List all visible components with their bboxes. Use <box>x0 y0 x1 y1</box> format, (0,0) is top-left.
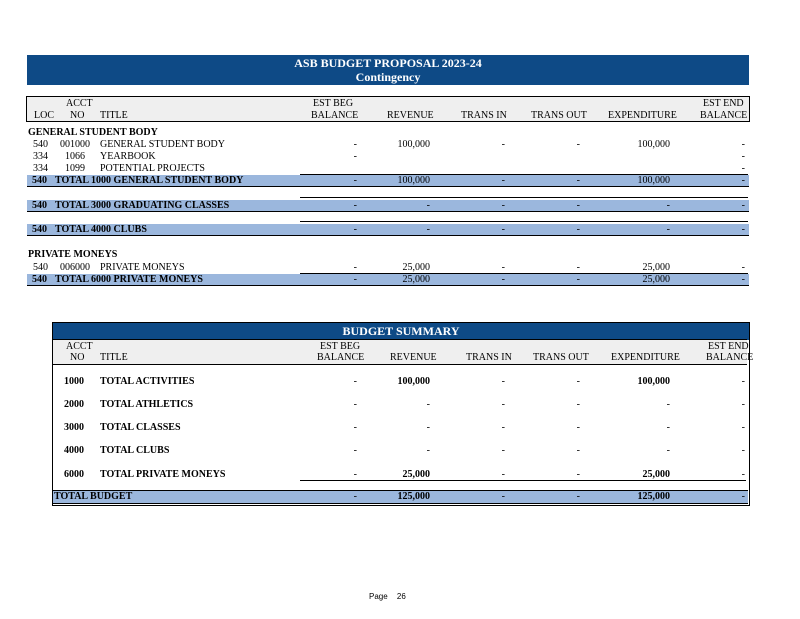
tin: - <box>501 175 505 186</box>
end: - <box>741 175 745 186</box>
sum-hdr-end: EST END <box>708 341 749 352</box>
sum-hdr-beg: EST BEG <box>320 341 361 352</box>
acct: 4000 <box>64 445 84 456</box>
sum-hdr-expenditure: EXPENDITURE <box>611 352 680 363</box>
exp: 25,000 <box>642 469 670 480</box>
loc: 334 <box>33 151 48 162</box>
rev: 100,000 <box>397 175 430 186</box>
tout: - <box>576 491 580 502</box>
tin: - <box>501 491 505 502</box>
exp: - <box>666 445 670 456</box>
beg: - <box>353 274 357 285</box>
total-graduating-topline <box>300 197 748 198</box>
tout: - <box>576 224 580 235</box>
hdr-revenue: REVENUE <box>387 110 434 121</box>
loc: 334 <box>33 163 48 174</box>
loc: 540 <box>33 139 48 150</box>
hdr-acct-no: NO <box>70 110 85 121</box>
sum-hdr-beg-balance: BALANCE <box>317 352 365 363</box>
sum-hdr-revenue: REVENUE <box>390 352 437 363</box>
rev: 25,000 <box>402 469 430 480</box>
report-subtitle: Contingency <box>355 70 421 84</box>
beg: - <box>353 139 357 150</box>
tout: - <box>576 376 580 387</box>
title: POTENTIAL PROJECTS <box>100 163 205 174</box>
rev: 100,000 <box>397 139 430 150</box>
tout: - <box>576 175 580 186</box>
exp: 25,000 <box>642 262 670 273</box>
budget-summary-banner <box>53 323 749 340</box>
tout: - <box>576 422 580 433</box>
beg: - <box>353 399 357 410</box>
sum-hdr-trans-out: TRANS OUT <box>533 352 589 363</box>
summary-title: BUDGET SUMMARY <box>342 324 460 338</box>
tin: - <box>501 274 505 285</box>
hdr-title: TITLE <box>100 110 128 121</box>
exp: 100,000 <box>637 175 670 186</box>
loc: 540 <box>33 262 48 273</box>
beg: - <box>353 262 357 273</box>
tin: - <box>501 445 505 456</box>
exp: - <box>666 224 670 235</box>
tin: - <box>501 399 505 410</box>
title: TOTAL 4000 CLUBS <box>55 224 147 235</box>
rev: 25,000 <box>402 262 430 273</box>
tin: - <box>501 469 505 480</box>
title: YEARBOOK <box>100 151 156 162</box>
sum-hdr-acct: ACCT <box>66 341 93 352</box>
rev: - <box>426 422 430 433</box>
beg: - <box>353 175 357 186</box>
title: GENERAL STUDENT BODY <box>100 139 225 150</box>
hdr-acct-top: ACCT <box>66 98 93 109</box>
sum-hdr-title: TITLE <box>100 352 128 363</box>
title: PRIVATE MONEYS <box>100 262 185 273</box>
tout: - <box>576 274 580 285</box>
end: - <box>741 262 745 273</box>
tin: - <box>501 224 505 235</box>
acct: 001000 <box>60 139 90 150</box>
title: TOTAL 3000 GRADUATING CLASSES <box>55 200 230 211</box>
rev: 100,000 <box>397 376 430 387</box>
section-heading-general: GENERAL STUDENT BODY <box>28 127 158 138</box>
beg: - <box>353 491 357 502</box>
tout: - <box>576 200 580 211</box>
end: - <box>741 200 745 211</box>
rev: - <box>426 445 430 456</box>
rev: - <box>426 200 430 211</box>
hdr-end-top: EST END <box>703 98 744 109</box>
title: TOTAL 6000 PRIVATE MONEYS <box>55 274 203 285</box>
exp: 100,000 <box>637 376 670 387</box>
hdr-expenditure: EXPENDITURE <box>608 110 677 121</box>
exp: 100,000 <box>637 139 670 150</box>
beg: - <box>353 224 357 235</box>
sum-hdr-trans-in: TRANS IN <box>466 352 512 363</box>
loc: 540 <box>32 274 47 285</box>
tout: - <box>576 139 580 150</box>
hdr-beg-top: EST BEG <box>313 98 354 109</box>
tin: - <box>501 262 505 273</box>
title: TOTAL ATHLETICS <box>100 399 194 410</box>
section-heading-private: PRIVATE MONEYS <box>28 249 118 260</box>
sum-hdr-end-balance: BALANCE <box>706 352 754 363</box>
title: TOTAL BUDGET <box>54 491 133 502</box>
beg: - <box>353 445 357 456</box>
exp: - <box>666 422 670 433</box>
acct: 1066 <box>65 151 85 162</box>
hdr-beg-balance: BALANCE <box>311 110 359 121</box>
total-clubs-topline <box>300 221 748 222</box>
tin: - <box>501 200 505 211</box>
tin: - <box>501 376 505 387</box>
exp: 25,000 <box>642 274 670 285</box>
sum-hdr-acct-no: NO <box>70 352 85 363</box>
beg: - <box>353 469 357 480</box>
end: - <box>741 399 745 410</box>
end: - <box>741 376 745 387</box>
page-number: 26 <box>396 592 406 601</box>
hdr-trans-out: TRANS OUT <box>531 110 587 121</box>
title: TOTAL ACTIVITIES <box>100 376 195 387</box>
exp: - <box>666 200 670 211</box>
tin: - <box>501 422 505 433</box>
end: - <box>741 274 745 285</box>
end: - <box>741 469 745 480</box>
exp: - <box>666 399 670 410</box>
hdr-end-balance: BALANCE <box>700 110 748 121</box>
page-label: Page <box>369 592 388 601</box>
title: TOTAL CLUBS <box>100 445 170 456</box>
rev: - <box>426 399 430 410</box>
title: TOTAL 1000 GENERAL STUDENT BODY <box>55 175 244 186</box>
end: - <box>741 151 745 162</box>
tout: - <box>576 399 580 410</box>
tout: - <box>576 469 580 480</box>
end: - <box>741 163 745 174</box>
end: - <box>741 139 745 150</box>
rev: - <box>426 224 430 235</box>
rev: 25,000 <box>402 274 430 285</box>
loc: 540 <box>32 175 47 186</box>
end: - <box>741 224 745 235</box>
title: TOTAL PRIVATE MONEYS <box>100 469 226 480</box>
beg: - <box>353 151 357 162</box>
hdr-loc: LOC <box>34 110 54 121</box>
acct: 3000 <box>64 422 84 433</box>
beg: - <box>353 200 357 211</box>
exp: 125,000 <box>637 491 670 502</box>
beg: - <box>353 422 357 433</box>
acct: 1000 <box>64 376 84 387</box>
budget-proposal-banner <box>27 55 749 85</box>
end: - <box>741 422 745 433</box>
summary-subtotal-line <box>300 480 746 481</box>
acct: 1099 <box>65 163 85 174</box>
tout: - <box>576 445 580 456</box>
tout: - <box>576 262 580 273</box>
hdr-trans-in: TRANS IN <box>461 110 507 121</box>
loc: 540 <box>32 224 47 235</box>
acct: 2000 <box>64 399 84 410</box>
beg: - <box>353 376 357 387</box>
page-footer <box>369 592 406 601</box>
title: TOTAL CLASSES <box>100 422 181 433</box>
loc: 540 <box>32 200 47 211</box>
tin: - <box>501 139 505 150</box>
acct: 6000 <box>64 469 84 480</box>
end: - <box>741 445 745 456</box>
report-title: ASB BUDGET PROPOSAL 2023-24 <box>294 56 482 70</box>
end: - <box>741 491 745 502</box>
rev: 125,000 <box>397 491 430 502</box>
acct: 006000 <box>60 262 90 273</box>
